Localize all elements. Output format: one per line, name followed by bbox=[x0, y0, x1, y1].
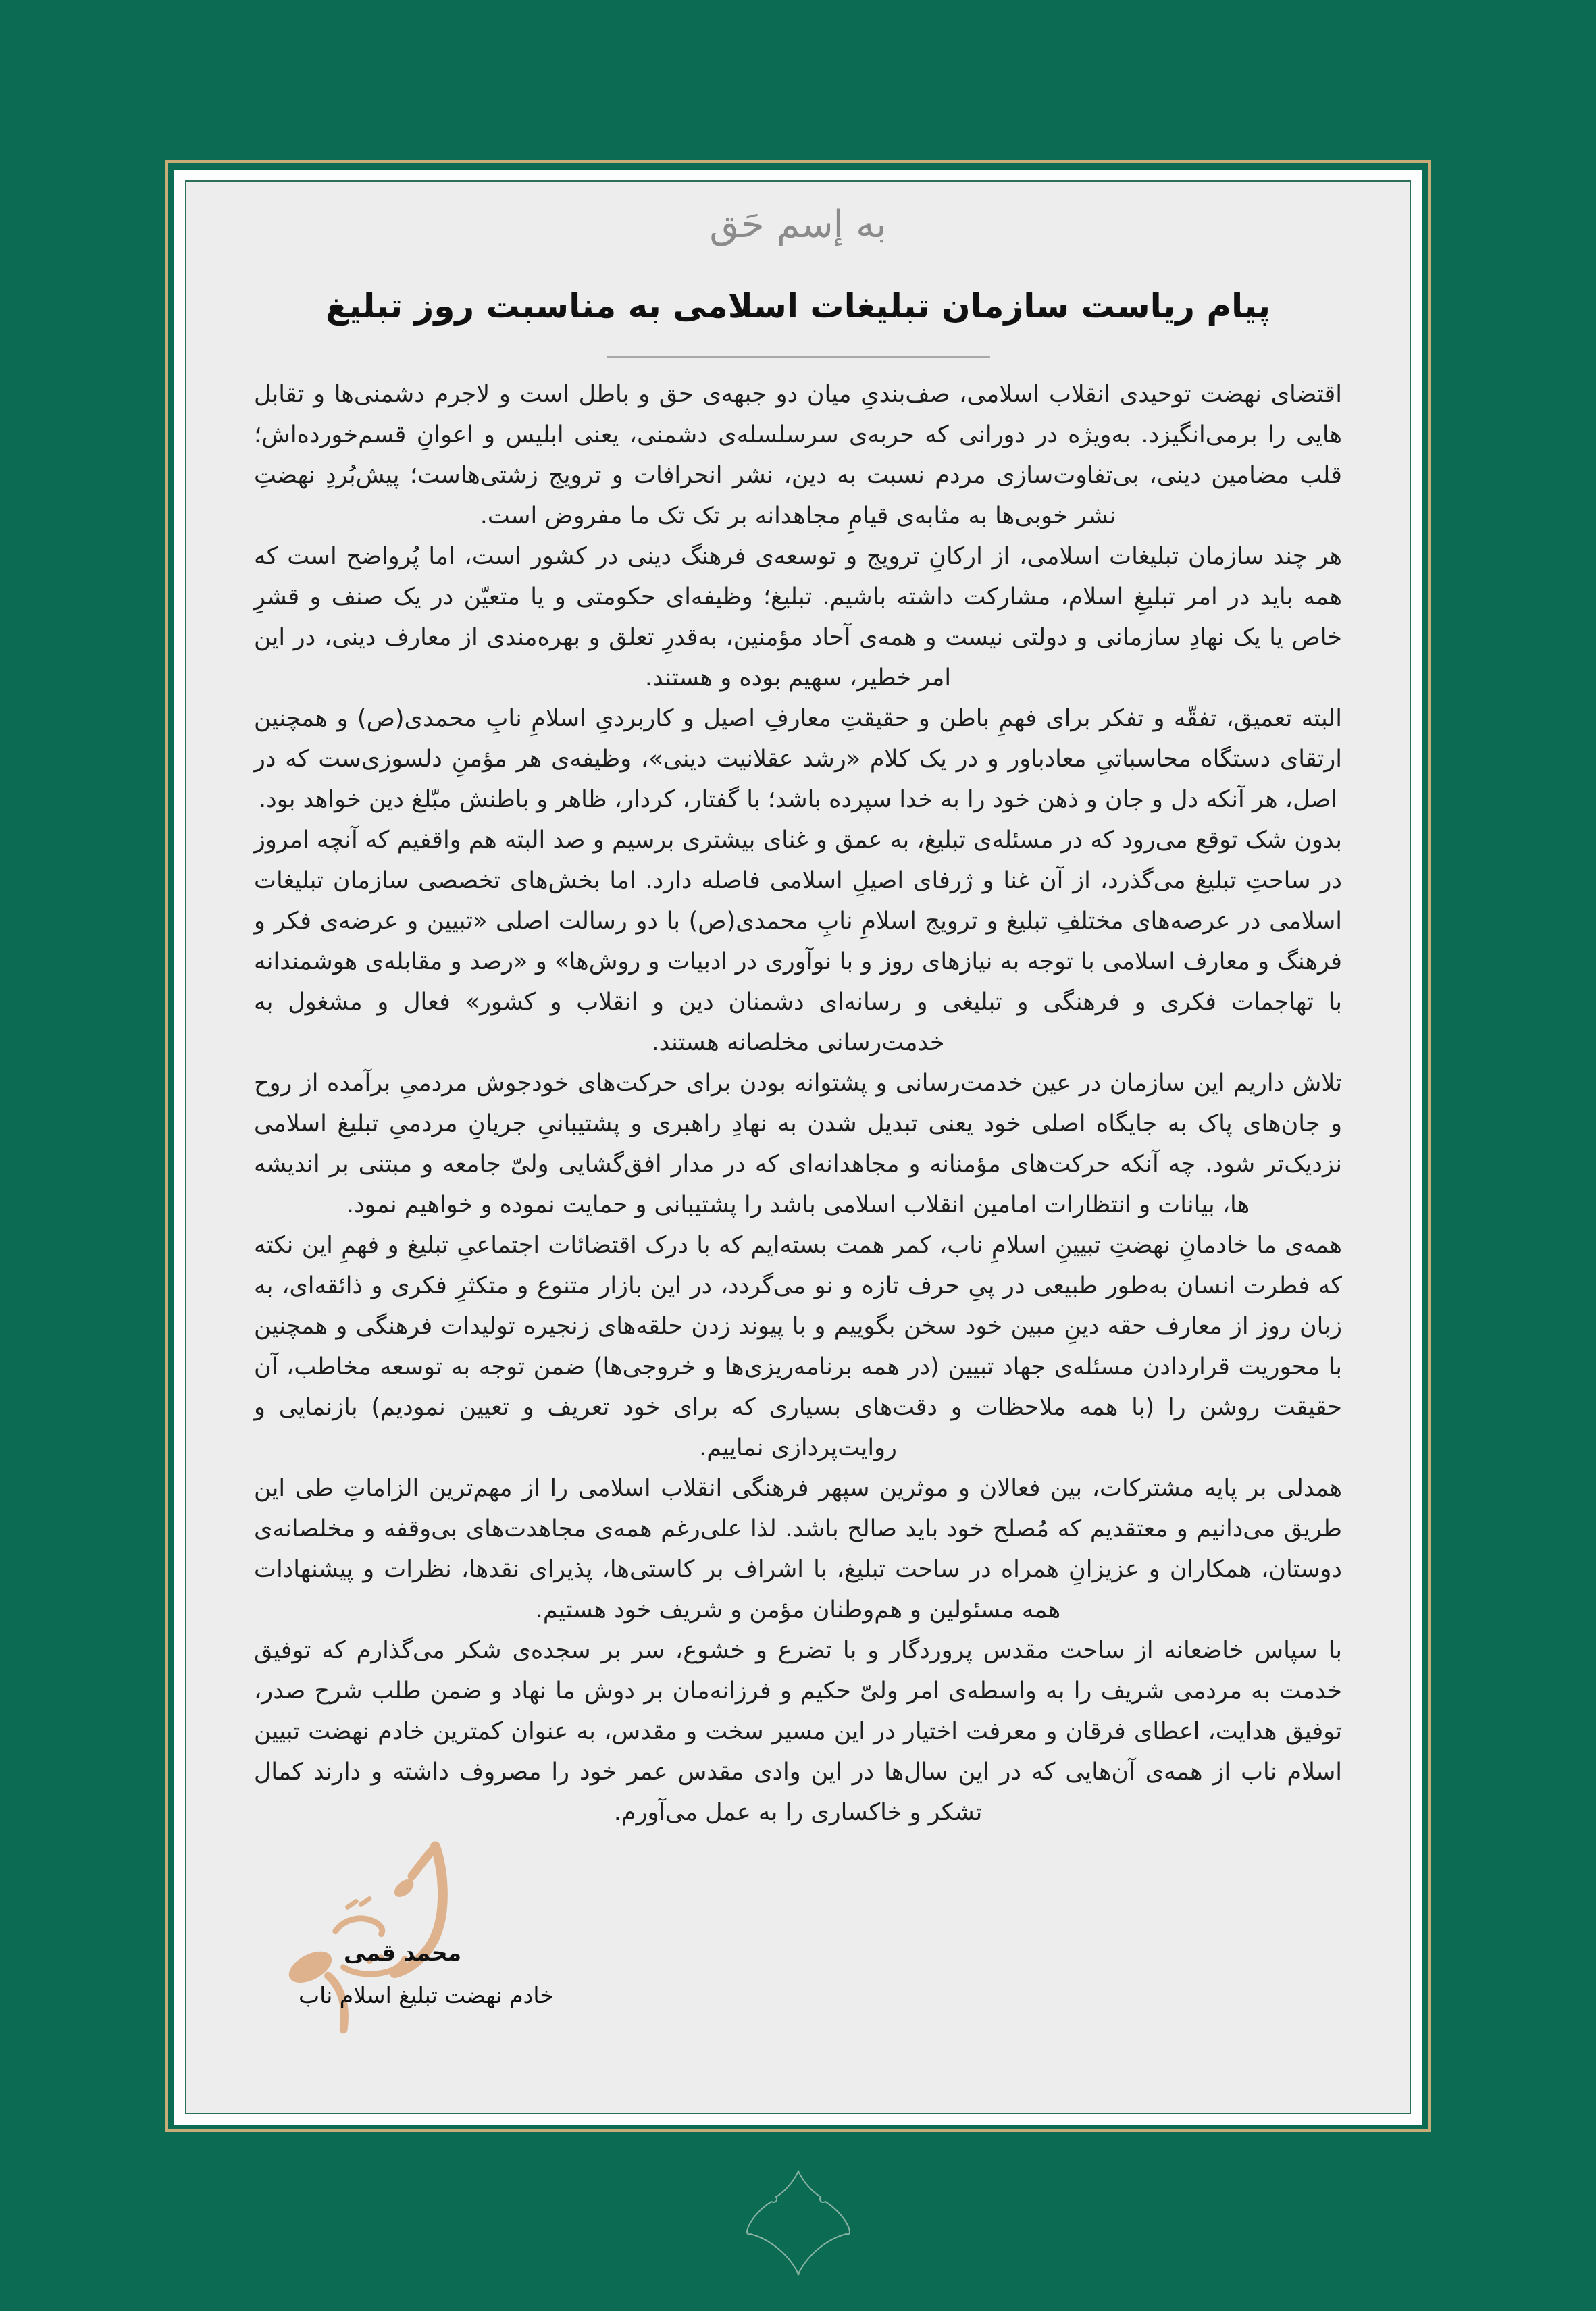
paragraph: البته تعمیق، تفقّه و تفکر برای فهمِ باطن و حقیقتِ معارفِ اصیل و کاربردیِ اسلامِ نابِ محمدی(ص) و همچنین ارتقای دستگاه محاسباتیِ معادباور و در یک کلام «رشد عقلانیت دینی»، وظیفه‌ی هر مؤمنِ دلسوزی‌ست که در اصل، هر آنکه دل و جان و ذهن خود را به خدا سپرده باشد؛ با گفتار، کردار، ظاهر و باطنش مبّلغ دین خواهد بود. bbox=[254, 705, 1342, 813]
signatory-role: خادم نهضت تبلیغ اسلام ناب bbox=[299, 1982, 554, 2008]
paragraph: بدون شک توقع می‌رود که در مسئله‌ی تبلیغ، به عمق و غنای بیشتری برسیم و صد البته هم واقفیم که آنچه امروز در ساحتِ تبلیغ می‌گذرد، از آن غنا و ژرفای اصیلِ اسلامی فاصله دارد. اما بخش‌های تخصصی سازمان تبلیغات اسلامی در عرصه‌های مختلفِ تبلیغ و ترویج اسلامِ نابِ محمدی(ص) با دو رسالت اصلی «تبیین و عرضه‌ی فکر و فرهنگ و معارف اسلامی با توجه به نیازهای روز و با نوآوری در ادبیات و روش‌ها» و «رصد و مقابله‌ی هوشمندانه با تهاجمات فکری و فرهنگی و تبلیغی و رسانه‌ای دشمنان دین و انقلاب و کشور» فعال و مشغول به خدمت‌رسانی مخلصانه هستند. bbox=[254, 827, 1342, 1056]
paragraph: همدلی بر پایه مشترکات، بین فعالان و موثرین سپهر فرهنگی انقلاب اسلامی را از مهم‌ترین الزاماتِ طی این طریق می‌دانیم و معتقدیم که مُصلح خود باید صالح باشد. لذا علی‌رغم همه‌ی مجاهدت‌های بی‌وقفه و مخلصانه‌ی دوستان، همکاران و عزیزانِ همراه در ساحت تبلیغ، با اشراف بر کاستی‌ها، پذیرای نقدها، نظرات و پیشنهادات همه مسئولین و هم‌وطنان مؤمن و شریف خود هستیم. bbox=[254, 1475, 1342, 1624]
letter-card-inner-frame bbox=[185, 180, 1411, 2114]
paragraph: هر چند سازمان تبلیغات اسلامی، از ارکانِ ترویج و توسعه‌ی فرهنگ دینی در کشور است، اما پُرواضح است که همه باید در امر تبلیغِ اسلام، مشارکت داشته باشیم. تبلیغ؛ وظیفه‌ای حکومتی و یا متعیّن در یک صنف و قشرِ خاص یا یک نهادِ سازمانی و دولتی نیست و همه‌ی آحاد مؤمنین، به‌قدرِ تعلق و بهره‌مندی از معارف دینی، در این امر خطیر، سهیم بوده و هستند. bbox=[254, 543, 1342, 692]
paragraph: اقتضای نهضت توحیدی انقلاب اسلامی، صف‌بندیِ میان دو جبهه‌ی حق و باطل است و لاجرم دشمنی‌ها و تقابل هایی را برمی‌انگیزد. به‌ویژه در دورانی که حربه‌ی سرسلسله‌ی دشمنی، یعنی ابلیس و اعوانِ قسم‌خورده‌اش؛ قلب مضامین دینی، بی‌تفاوت‌سازی مردم نسبت به دین، نشر انحرافات و ترویج زشتی‌هاست؛ پیش‌بُردِ نهضتِ نشر خوبی‌ها به مثابه‌ی قیامِ مجاهدانه بر تک تک ما مفروض است. bbox=[254, 381, 1342, 529]
paragraph: تلاش داریم این سازمان در عین خدمت‌رسانی و پشتوانه بودن برای حرکت‌های خودجوش مردمیِ برآمده از روح و جان‌های پاک به جایگاه اصلی خود یعنی تبدیل شدن به نهادِ راهبری و پشتیبانیِ جریانِ مردمیِ تبلیغ اسلامی نزدیک‌تر شود. چه آنکه حرکت‌های مؤمنانه و مجاهدانه‌ای که در مدار افق‌گشایی ولیّ جامعه و مبتنی بر اندیشه ها، بیانات و انتظارات امامین انقلاب اسلامی باشد را پشتیبانی و حمایت نموده و خواهیم نمود. bbox=[254, 1070, 1342, 1218]
letter-card bbox=[174, 170, 1422, 2125]
letter-content bbox=[186, 198, 1410, 2044]
signature-block bbox=[254, 1838, 1342, 2044]
title-divider bbox=[607, 356, 990, 358]
bismillah-calligraphy: به إسم حَق bbox=[709, 203, 887, 246]
signatory-name: محمد قمی bbox=[344, 1940, 462, 1966]
paragraph: با سپاس خاضعانه از ساحت مقدس پروردگار و با تضرع و خشوع، سر بر سجده‌ی شکر می‌گذارم که توفیق خدمت به مردمی شریف را به واسطه‌ی امر ولیّ حکیم و فرزانه‌مان بر دوش ما نهاد و ضمن طلب شرح صدر، توفیق هدایت، اعطای فرقان و معرفت اختیار در این مسیر سخت و مقدس، به عنوان کمترین خادم نهضت تبیین اسلام ناب از همه‌ی آن‌هایی که در این سال‌ها در این وادی مقدس عمر خود را مصروف داشته و دارند کمال تشکر و خاکساری را به عمل می‌آورم. bbox=[254, 1637, 1342, 1826]
letter-body bbox=[254, 374, 1342, 1833]
paragraph: همه‌ی ما خادمانِ نهضتِ تبیینِ اسلامِ ناب، کمر همت بسته‌ایم که با درک اقتضائات اجتماعیِ تبلیغ و فهمِ این نکته که فطرت انسان به‌طور طبیعی در پیِ حرف تازه و نو می‌گردد، در این بازار متنوع و متکثرِ فکری و ذائقه‌ای، به زبان روز از معارف حقه دینِ مبین خود سخن بگوییم و با پیوند زدن حلقه‌های زنجیره تولیدات فرهنگی و همچنین با محوریت قراردادن مسئله‌ی جهاد تبیین (در همه برنامه‌ریزی‌ها و خروجی‌ها) ضمن توجه به توسعه مخاطب، آن حقیقت روشن را (با همه ملاحظات و دقت‌های بسیاری که برای خود تعریف و تعیین نمودیم) بازنمایی و روایت‌پردازی نماییم. bbox=[254, 1232, 1342, 1461]
letter-title: پیام ریاست سازمان تبلیغات اسلامی به مناسبت روز تبلیغ bbox=[325, 286, 1271, 326]
dome-leaf-logo-icon bbox=[745, 2164, 852, 2277]
